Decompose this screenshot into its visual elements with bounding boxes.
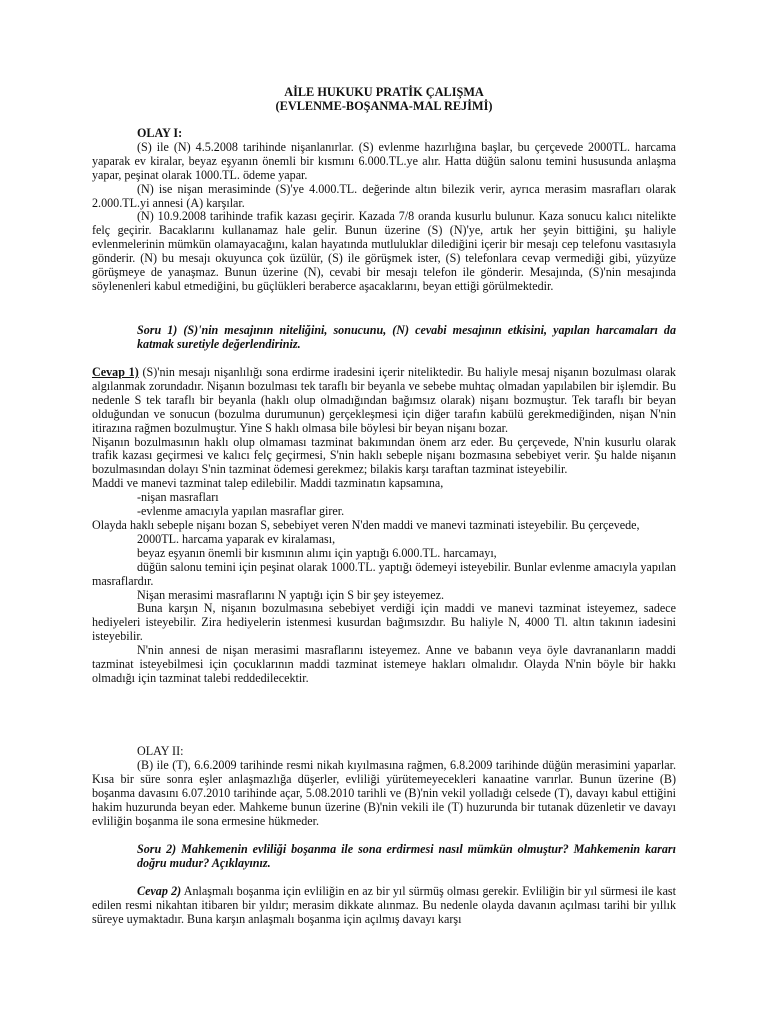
olay-2-heading: OLAY II: bbox=[137, 744, 184, 758]
olay-1-paragraph-2: (N) ise nişan merasiminde (S)'ye 4.000.TL. değerinde altın bilezik verir, ayrıca merasim masrafları olarak 2.000.TL.yi annesi (A) karşılar. bbox=[92, 181, 676, 210]
title-line-2: (EVLENME-BOŞANMA-MAL REJİMİ) bbox=[275, 98, 493, 113]
answer-1-paragraph-1: (S)'nin mesajı nişanlılığı sona erdirme iradesini içerir niteliktedir. Bu haliyle mesaj nişanın bozulması olarak algılanmak zorundadır. Nişanın bozulması tek taraflı bir beyanla ve sebebe muhtaç olmadan yapılabilen bir işlemdir. Bu nedenle S tek taraflı bir beyanla (haklı olup olmadığından bağımsız olarak) nişanı bozmuştur. Tek taraflı bir beyan olduğundan ve sonucun (bozulma durumunun) gerçekleşmesi için diğer tarafın kabülü gerekmediğinden, nişan N'nin itirazına rağmen bozulmuştur. Yine S haklı olmasa bile böylesi bir beyan nişanı bozar. bbox=[92, 365, 676, 435]
answer-1-paragraph-5: düğün salonu temini için peşinat olarak 1000.TL. yaptığı ödemeyi isteyebilir. Bunlar evlenme amacıyla yapılan masraflardır. bbox=[92, 559, 676, 588]
title-line-1: AİLE HUKUKU PRATİK ÇALIŞMA bbox=[284, 85, 484, 99]
olay-2-paragraph-1: (B) ile (T), 6.6.2009 tarihinde resmi nikah kıyılmasına rağmen, 6.8.2009 tarihinde düğün merasimini yaparlar. Kısa bir süre sonra eşler anlaşmazlığa düşerler, evliliği yürütemeyecekleri kanaatine varırlar. Bunun üzerine (B) boşanma davasını 6.07.2010 tarihinde açar, 5.08.2010 tarihli ve (B)'nin vekil yolladığı celsede (T), davayı kabul ettiğini hakim huzurunda beyan eder. Mahkeme bunun üzerine (B)'nin vekili ile (T) huzurunda bir tutanak düzenletir ve davayı evliliğin boşanma ile sona ermesine hükmeder. bbox=[92, 757, 676, 828]
answer-1-label: Cevap 1) bbox=[92, 365, 139, 379]
olay-1-heading: OLAY I: bbox=[137, 126, 183, 140]
list-item: -evlenme amacıyla yapılan masraflar girer. bbox=[137, 504, 345, 519]
answer-2-section bbox=[92, 885, 676, 927]
olay-1-paragraph-3: (N) 10.9.2008 tarihinde trafik kazası geçirir. Kazada 7/8 oranda kusurlu bulunur. Kaza sonucu kalıcı nitelikte felç geçirir. Bacaklarını kullanamaz hale gelir. Bunun üzerine (S) (N)'ye, artık her şeyin bittiğini, şu haliyle evlenmelerinin mümkün olamayacağını, kalan hayatında mutluluklar dilediğini içerir bir mesajı cep telefonu vasıtasıyla gönderir. (N) bu mesajı okuyunca çok üzülür, (S) ile görüşmek ister, (S) telefonlara cevap vermediği gibi, yüzyüze görüşmeye de yanaşmaz. Bunun üzerine (N), cevabi bir mesajı telefon ile gönderir. Mesajında, (S)'nin mesajında söylenenleri kabul etmediğini, bu güçlükleri beraberce aşacaklarını, beyan ettiği görülmektedir. bbox=[92, 209, 676, 293]
olay-2-section bbox=[92, 745, 676, 828]
answer-1-section bbox=[92, 366, 676, 686]
question-1 bbox=[92, 324, 676, 352]
answer-1-paragraph-6: Nişan merasimi masraflarını N yaptığı için S bir şey isteyemez. bbox=[137, 587, 444, 602]
answer-2-text: Anlaşmalı boşanma için evliliğin en az bir yıl sürmüş olması gerekir. Evliliğin bir yıl sürmesi ile kast edilen resmi nikahtan itibaren bir yıldır; merasim dikkate alınmaz. Bu nedenle olayda davanın açılması tarihi bir yıllık süreye uymaktadır. Buna karşın anlaşmalı boşanma için açılmış davayı karşı bbox=[92, 884, 677, 926]
list-item: beyaz eşyanın önemli bir kısmının alımı için yaptığı 6.000.TL. harcamayı, bbox=[137, 545, 497, 560]
document-title bbox=[92, 86, 676, 114]
answer-1-paragraph-7: Buna karşın N, nişanın bozulmasına sebebiyet verdiği için maddi ve manevi tazminat isteyemez, sadece hediyeleri isteyebilir. Zira hediyelerin istenmesi kusurdan bağımsızdır. Bu haliyle N, 4000 Tl. altın takının iadesini isteyebilir. bbox=[92, 601, 676, 644]
answer-1-paragraph-4: Olayda haklı sebeple nişanı bozan S, sebebiyet veren N'den maddi ve manevi tazminati isteyebilir. Bu çerçevede, bbox=[92, 517, 640, 532]
question-2-text: Soru 2) Mahkemenin evliliği boşanma ile sona erdirmesi nasıl mümkün olmuştur? Mahkemenin kararı doğru mudur? Açıklayınız. bbox=[137, 842, 676, 870]
answer-1-paragraph-2: Nişanın bozulmasının haklı olup olmaması tazminat bakımından önem arz eder. Bu çerçevede, N'nin kusurlu olarak trafik kazası geçirmesi ve kalıcı felç geçirmesi, S'nin haklı sebeple nişanı bozmasına sebebiyet verir. Şu halde nişanın bozulmasından dolayı S'nin tazminat ödemesi gerekmez; bilakis karşı taraftan tazminat isteyebilir. bbox=[92, 434, 676, 477]
answer-2-label: Cevap 2) bbox=[137, 884, 182, 898]
list-item: -nişan masrafları bbox=[137, 490, 219, 505]
question-1-text: Soru 1) (S)'nin mesajının niteliğini, sonucunu, (N) cevabi mesajının etkisini, yapılan harcamaları da katmak suretiyle değerlendiriniz. bbox=[137, 323, 676, 351]
question-2 bbox=[92, 843, 676, 871]
answer-1-paragraph-3: Maddi ve manevi tazminat talep edilebilir. Maddi tazminatın kapsamına, bbox=[92, 476, 444, 491]
olay-1-section bbox=[92, 127, 676, 294]
list-item: 2000TL. harcama yaparak ev kiralaması, bbox=[137, 531, 336, 546]
olay-1-paragraph-1: (S) ile (N) 4.5.2008 tarihinde nişanlanırlar. (S) evlenme hazırlığına başlar, bu çerçevede 2000TL. harcama yaparak ev kiralar, beyaz eşyanın önemli bir kısmını 6.000.TL.ye alır. Hatta düğün salonu temini hususunda anlaşma yapar, peşinat olarak 1000.TL. ödeme yapar. bbox=[92, 139, 676, 182]
answer-1-paragraph-8: N'nin annesi de nişan merasimi masraflarını isteyemez. Anne ve babanın veya öyle davrananların maddi tazminat isteyebilmesi için çocuklarının maddi tazminat istemeye hakları olmalıdır. Olayda N'nin böyle bir hakkı olmadığı için tazminat talebi reddedilecektir. bbox=[92, 643, 676, 685]
